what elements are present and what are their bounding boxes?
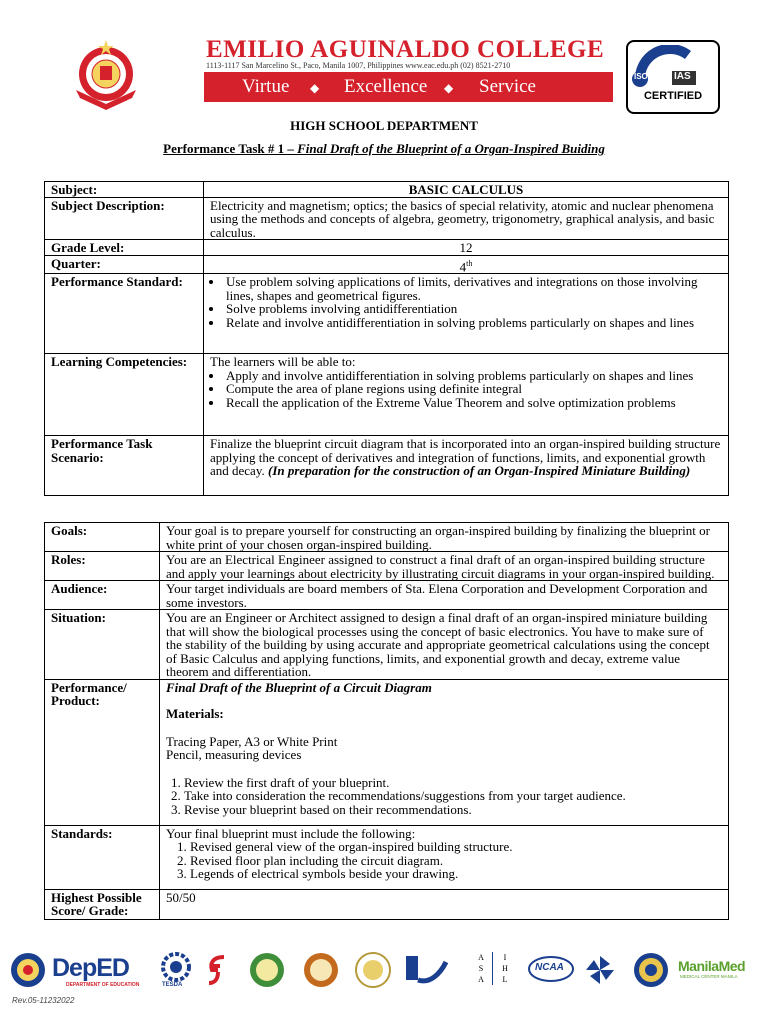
table-row bbox=[45, 523, 729, 552]
college-address: 1113-1117 San Marcelino St., Paco, Manila 1007, Philippines www.eac.edu.ph (02) 8521-2710 bbox=[206, 61, 511, 70]
quarter-label: Quarter: bbox=[45, 255, 204, 274]
standards-intro: Your final blueprint must include the following: bbox=[166, 825, 416, 841]
accreditation-seal-gold-icon bbox=[354, 952, 392, 988]
motto-service: Service bbox=[479, 76, 536, 97]
table-row bbox=[45, 197, 729, 240]
standard-value bbox=[204, 274, 729, 354]
table-row bbox=[45, 889, 729, 919]
audience-label: Audience: bbox=[45, 581, 160, 610]
roles-value: You are an Electrical Engineer assigned to construct a final draft of an organ-inspired building structure and apply your learnings about electricity by illustrating circuit diagrams in your organ-inspired building. bbox=[160, 552, 729, 581]
list-item: • Use problem solving applications of limits, derivatives and integrations on those involving lines, shapes and geometrical figures. bbox=[224, 275, 722, 302]
table-row bbox=[45, 255, 729, 274]
standards-list bbox=[210, 275, 722, 329]
asiahl-letter: S bbox=[478, 964, 484, 973]
material-item: Pencil, measuring devices bbox=[166, 747, 302, 762]
motto-bar bbox=[204, 72, 613, 102]
accreditation-seal-orange-icon bbox=[302, 952, 340, 988]
product-label: Performance/ Product: bbox=[45, 679, 160, 825]
iso-badge-icon bbox=[632, 45, 714, 89]
table-row bbox=[45, 679, 729, 825]
situation-label: Situation: bbox=[45, 610, 160, 680]
description-label: Subject Description: bbox=[45, 197, 204, 240]
quarter-suffix: th bbox=[466, 258, 473, 268]
list-item: 1. Revised general view of the organ-inspired building structure. bbox=[190, 840, 722, 854]
iso-certified-badge bbox=[626, 40, 720, 114]
accreditation-seal-green-icon bbox=[248, 952, 286, 988]
asiahl-logo bbox=[464, 952, 528, 988]
asiahl-letter: L bbox=[502, 975, 508, 984]
subject-value: BASIC CALCULUS bbox=[204, 182, 729, 198]
standards-label: Standards: bbox=[45, 825, 160, 889]
asiahl-letter: I bbox=[503, 953, 507, 962]
college-name: EMILIO AGUINALDO COLLEGE bbox=[206, 36, 605, 63]
scenario-value bbox=[204, 436, 729, 496]
audience-value: Your target individuals are board members of Sta. Elena Corporation and Development Corporation and some investors. bbox=[160, 581, 729, 610]
deped-logo-text: DepED bbox=[52, 954, 129, 982]
table-row bbox=[45, 825, 729, 889]
table-row bbox=[45, 436, 729, 496]
standards-value bbox=[160, 825, 729, 889]
iso-text: ISO bbox=[634, 72, 648, 81]
score-label: Highest Possible Score/ Grade: bbox=[45, 889, 160, 919]
motto-excellence: Excellence bbox=[344, 76, 428, 97]
tesda-label: TESDA bbox=[162, 982, 183, 988]
list-item: • Compute the area of plane regions using definite integral bbox=[224, 382, 722, 396]
list-item: 1. Review the first draft of your blueprint. bbox=[184, 776, 722, 790]
scenario-label: Performance Task Scenario: bbox=[45, 436, 204, 496]
accreditation-seal-blue-icon bbox=[632, 952, 670, 988]
department-title: HIGH SCHOOL DEPARTMENT bbox=[290, 118, 478, 133]
pinwheel-logo-icon bbox=[582, 952, 618, 988]
asiahl-letter: A bbox=[478, 953, 484, 962]
certified-label: CERTIFIED bbox=[643, 90, 703, 102]
table-row bbox=[45, 552, 729, 581]
grasps-table bbox=[44, 522, 729, 920]
grade-value: 12 bbox=[204, 240, 729, 256]
list-item: • Relate and involve antidifferentiation in solving problems particularly on shapes and lines bbox=[224, 316, 722, 330]
task-label: Performance Task # 1 – bbox=[163, 141, 298, 156]
diamond-icon: ◆ bbox=[444, 81, 454, 95]
product-title: Final Draft of the Blueprint of a Circuit Diagram bbox=[166, 679, 432, 695]
ias-text: IAS bbox=[674, 71, 691, 82]
diamond-icon: ◆ bbox=[310, 81, 320, 95]
roles-label: Roles: bbox=[45, 552, 160, 581]
list-item: • Recall the application of the Extreme Value Theorem and solve optimization problems bbox=[224, 396, 722, 410]
table-row bbox=[45, 354, 729, 436]
table-row bbox=[45, 274, 729, 354]
subject-info-table bbox=[44, 181, 729, 496]
competencies-intro: The learners will be able to: bbox=[210, 354, 356, 370]
swoosh-logo-icon bbox=[404, 954, 448, 986]
grade-label: Grade Level: bbox=[45, 240, 204, 256]
steps-list bbox=[166, 776, 722, 817]
table-row bbox=[45, 581, 729, 610]
ncaa-label: NCAA bbox=[535, 962, 564, 973]
scenario-emphasis: (In preparation for the construction of an Organ-Inspired Miniature Building) bbox=[268, 463, 691, 479]
materials-label: Materials: bbox=[166, 706, 224, 721]
accreditation-logos bbox=[8, 950, 760, 990]
table-row bbox=[45, 610, 729, 680]
competencies-list bbox=[210, 369, 722, 410]
situation-value: You are an Engineer or Architect assigned to design a final draft of an organ-inspired miniature building that will show the biological processes using the concept of basic electronics. You have to make sure of the stability of the building by using accurate and appropriate geometrical calculations using the concept of Basic Calculus and applying functions, limits, and exponential growth and decay, extreme value theorem and differentiation. bbox=[160, 610, 729, 680]
list-item: 3. Legends of electrical symbols beside your drawing. bbox=[190, 867, 722, 881]
manilamed-subtext: MEDICAL CENTER MANILA bbox=[680, 974, 738, 979]
deped-subtext: DEPARTMENT OF EDUCATION bbox=[66, 982, 140, 988]
asiahl-right-column bbox=[494, 952, 516, 985]
material-item: Tracing Paper, A3 or White Print bbox=[166, 733, 338, 749]
scenario-text: Finalize the blueprint circuit diagram that is incorporated into an organ-inspired building structure applying the concept of derivatives and integration of functions, limits, and exponential growth and decay. bbox=[210, 436, 721, 479]
list-item: • Apply and involve antidifferentiation in solving problems particularly on shapes and lines bbox=[224, 369, 722, 383]
product-value bbox=[160, 679, 729, 825]
table-row bbox=[45, 182, 729, 198]
competencies-label: Learning Competencies: bbox=[45, 354, 204, 436]
quarter-number: 4 bbox=[459, 258, 467, 274]
list-item: 3. Revise your blueprint based on their recommendations. bbox=[184, 803, 722, 817]
performance-task-title bbox=[0, 141, 768, 157]
list-item: 2. Revised floor plan including the circuit diagram. bbox=[190, 854, 722, 868]
score-value: 50/50 bbox=[160, 889, 729, 919]
quarter-value bbox=[204, 255, 729, 274]
description-value: Electricity and magnetism; optics; the basics of special relativity, atomic and nuclear phenomena using the methods and concepts of algebra, geometry, trigonometry, graphical analysis, and basic calculus. bbox=[204, 197, 729, 240]
list-item: 2. Take into consideration the recommendations/suggestions from your target audience. bbox=[184, 789, 722, 803]
standard-label: Performance Standard: bbox=[45, 274, 204, 354]
asiahl-letter: H bbox=[502, 964, 508, 973]
table-row bbox=[45, 240, 729, 256]
motto-virtue: Virtue bbox=[242, 76, 290, 97]
asiahl-left-column bbox=[470, 952, 493, 985]
revision-code: Rev.05-11232022 bbox=[12, 996, 75, 1005]
asiahl-letter: A bbox=[478, 975, 484, 984]
goals-label: Goals: bbox=[45, 523, 160, 552]
task-name: Final Draft of the Blueprint of a Organ-Inspired Buiding bbox=[297, 141, 605, 156]
manilamed-logo-text: ManilaMed bbox=[678, 958, 746, 974]
goals-value: Your goal is to prepare yourself for constructing an organ-inspired building by finalizing the blueprint or white print of your chosen organ-inspired building. bbox=[160, 523, 729, 552]
subject-label: Subject: bbox=[45, 182, 204, 198]
deped-seal-icon bbox=[8, 952, 48, 988]
tesda-gear-icon bbox=[158, 952, 194, 982]
standards-items-list bbox=[166, 840, 722, 881]
fj-logo-icon bbox=[204, 954, 232, 986]
competencies-value bbox=[204, 354, 729, 436]
list-item: • Solve problems involving antidifferentiation bbox=[224, 302, 722, 316]
college-seal-logo bbox=[66, 38, 146, 114]
